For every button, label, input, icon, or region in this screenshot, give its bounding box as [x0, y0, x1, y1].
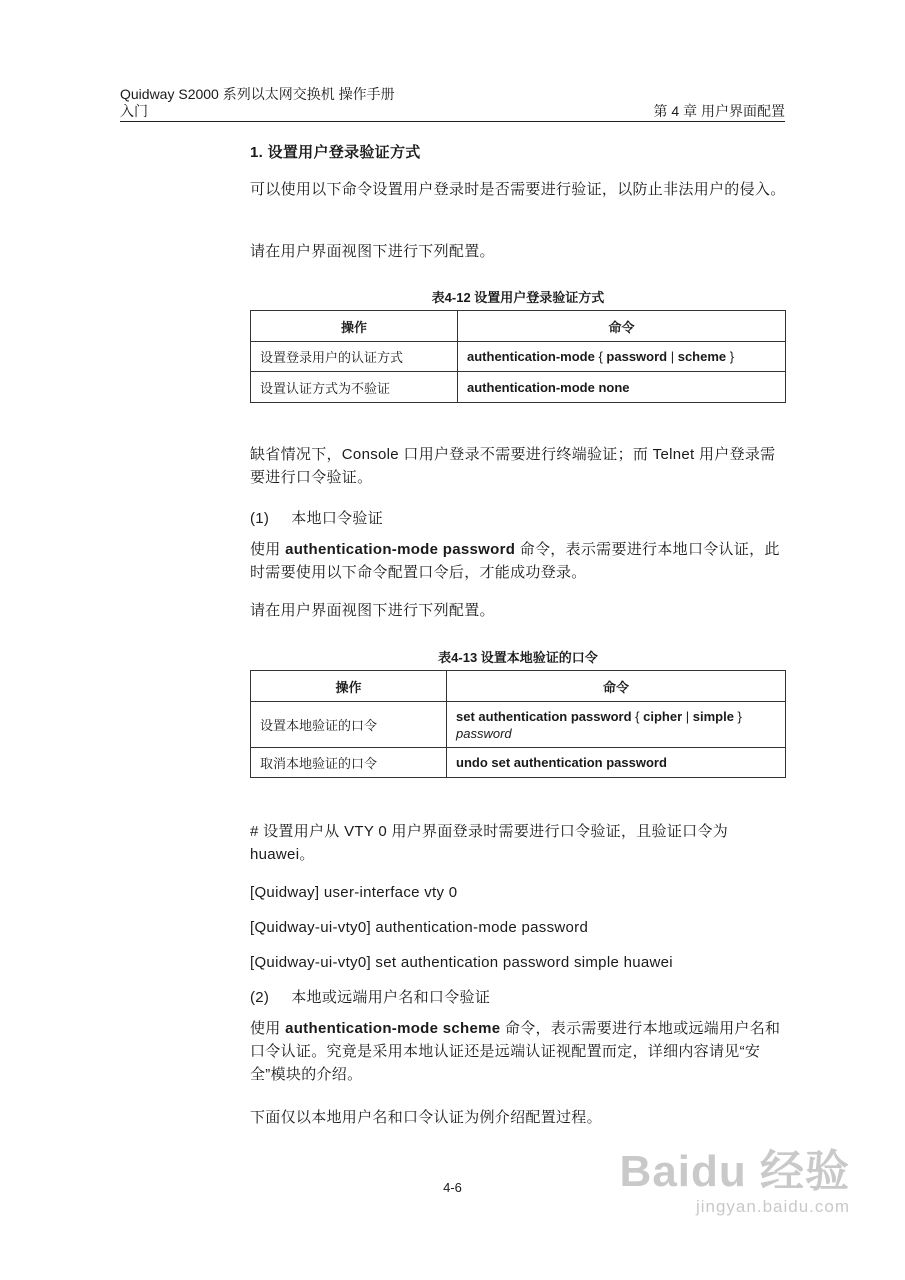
table2-row1-cmd	[447, 702, 786, 748]
cmd-brace: {	[631, 708, 644, 724]
sub1-label: (1)	[250, 510, 270, 527]
sub2-command: authentication-mode scheme	[285, 1020, 501, 1037]
document-subtitle: 入门	[120, 103, 148, 119]
table1	[250, 310, 786, 403]
table2-header-op: 操作	[251, 671, 447, 702]
cmd-brace: }	[733, 708, 742, 724]
page-number: 4-6	[443, 1180, 462, 1195]
cmd-option: password	[606, 349, 668, 364]
table1-header-op: 操作	[251, 311, 458, 342]
watermark-url: jingyan.baidu.com	[695, 1197, 850, 1216]
cmd-keyword: set authentication password	[456, 708, 632, 724]
table1-row2-op: 设置认证方式为不验证	[251, 372, 458, 403]
table1-header-cmd: 命令	[458, 311, 786, 342]
table-row	[251, 342, 786, 372]
cmd-brace: }	[726, 349, 735, 364]
cmd-separator: |	[667, 349, 678, 364]
cmd-option: simple	[692, 708, 734, 724]
table1-row2-cmd: authentication-mode none	[458, 372, 786, 403]
cmd-separator: |	[682, 708, 693, 724]
table2-header-cmd: 命令	[447, 671, 786, 702]
table2-row2-cmd: undo set authentication password	[447, 748, 786, 778]
sub1-post: 命令，表示需要进行本地口令认证，此时需要使用以下命令配置口令后，才能成功登录。	[250, 541, 780, 581]
table2-caption: 表4-13 设置本地验证的口令	[438, 650, 598, 665]
sub1-command: authentication-mode password	[285, 541, 516, 558]
cmd-keyword: authentication-mode	[467, 349, 595, 364]
document-title: Quidway S2000 系列以太网交换机 操作手册	[120, 86, 395, 102]
sub2-heading	[250, 986, 786, 1009]
table1-header-row	[251, 311, 786, 342]
table2-row2-op: 取消本地验证的口令	[251, 748, 447, 778]
cmd-option: cipher	[643, 708, 683, 724]
config-note-1: 请在用户界面视图下进行下列配置。	[250, 243, 495, 260]
cmd-argument: password	[456, 725, 512, 741]
baidu-watermark	[620, 1148, 850, 1218]
section-title: 1. 设置用户登录验证方式	[250, 144, 421, 161]
closing-note: 下面仅以本地用户名和口令认证为例介绍配置过程。	[250, 1109, 602, 1126]
example-comment: # 设置用户从 VTY 0 用户界面登录时需要进行口令验证，且验证口令为 huawei。	[250, 823, 729, 863]
table-row	[251, 748, 786, 778]
table2	[250, 670, 786, 778]
sub1-heading	[250, 507, 786, 530]
chapter-title: 第 4 章 用户界面配置	[653, 103, 785, 119]
watermark-logo: Baidu 经验	[619, 1147, 850, 1196]
table-row	[251, 702, 786, 748]
table1-row1-op: 设置登录用户的认证方式	[251, 342, 458, 372]
header-divider	[120, 121, 785, 122]
sub2-title: 本地或远端用户名和口令验证	[291, 989, 491, 1006]
table1-row1-cmd	[458, 342, 786, 372]
sub2-description	[250, 1017, 786, 1086]
table-row	[251, 372, 786, 403]
sub1-title: 本地口令验证	[291, 510, 384, 527]
config-note-2: 请在用户界面视图下进行下列配置。	[250, 602, 495, 619]
default-note: 缺省情况下，Console 口用户登录不需要进行终端验证；而 Telnet 用户登录需要进行口令验证。	[250, 446, 776, 486]
example-line: [Quidway] user-interface vty 0	[250, 884, 458, 901]
cmd-option: scheme	[677, 349, 727, 364]
table1-caption: 表4-12 设置用户登录验证方式	[431, 290, 605, 305]
sub1-pre: 使用	[250, 541, 286, 558]
table2-row1-op: 设置本地验证的口令	[251, 702, 447, 748]
section-intro: 可以使用以下命令设置用户登录时是否需要进行验证，以防止非法用户的侵入。	[250, 181, 786, 198]
cmd-brace: {	[594, 349, 607, 364]
example-line: [Quidway-ui-vty0] set authentication password simple huawei	[250, 954, 673, 971]
sub2-pre: 使用	[250, 1020, 286, 1037]
sub2-post: 命令，表示需要进行本地或远端用户名和口令认证。究竟是采用本地认证还是远端认证视配置而定，详细内容请见“安全”模块的介绍。	[250, 1020, 781, 1083]
sub2-label: (2)	[250, 989, 270, 1006]
sub1-description	[250, 538, 786, 584]
table2-header-row	[251, 671, 786, 702]
example-line: [Quidway-ui-vty0] authentication-mode password	[250, 919, 589, 936]
document-header	[120, 86, 395, 120]
